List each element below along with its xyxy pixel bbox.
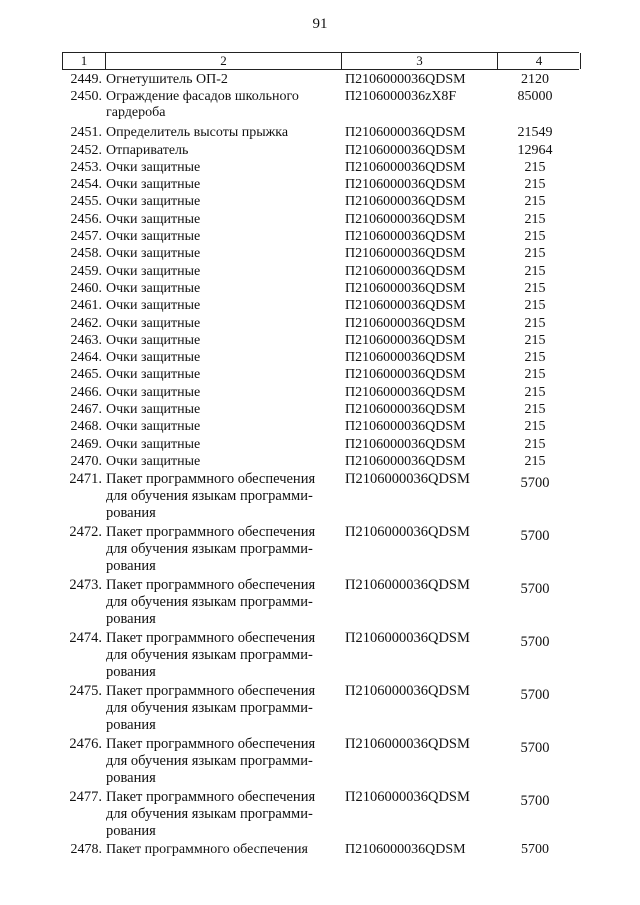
row-number: 2449. — [70, 72, 102, 87]
item-value: 215 — [524, 453, 546, 469]
item-code: П2106000036QDSM — [345, 263, 466, 279]
item-code: П2106000036QDSM — [345, 211, 466, 227]
item-code: П2106000036QDSM — [345, 367, 466, 383]
item-name: Отпариватель — [106, 142, 189, 158]
item-code: П2106000036QDSM — [345, 736, 470, 753]
item-value: 215 — [524, 332, 546, 348]
item-name: Пакет программного обеспечения для обучения языкам программи- рования — [106, 736, 316, 787]
item-code: П2106000036QDSM — [345, 402, 466, 418]
item-code: П2106000036QDSM — [345, 384, 466, 400]
item-name: Очки защитные — [106, 402, 201, 418]
row-number: 2466. — [70, 384, 102, 400]
row-number: 2474. — [69, 630, 102, 647]
item-code: П2106000036QDSM — [345, 332, 466, 348]
table-row — [62, 125, 579, 142]
item-value: 215 — [524, 402, 546, 418]
table-row — [62, 281, 579, 298]
table-row — [62, 630, 579, 683]
page-number: 91 — [312, 16, 328, 32]
row-number: 2452. — [70, 142, 102, 158]
table-row — [62, 789, 579, 842]
item-value: 215 — [524, 350, 546, 366]
item-value: 215 — [524, 315, 546, 331]
item-value: 215 — [524, 246, 546, 262]
item-code: П2106000036QDSM — [345, 630, 470, 647]
item-name: Очки защитные — [106, 332, 201, 348]
table-row — [62, 143, 579, 160]
row-number: 2458. — [70, 246, 102, 262]
item-value: 215 — [524, 194, 546, 210]
table-row — [62, 419, 579, 436]
item-code: П2106000036QDSM — [345, 842, 466, 858]
item-name: Пакет программного обеспечения для обучения языкам программи- рования — [106, 577, 316, 628]
table-row — [62, 524, 579, 577]
row-number: 2465. — [70, 367, 102, 383]
item-name: Очки защитные — [106, 263, 201, 279]
table-row — [62, 683, 579, 736]
item-name: Ограждение фасадов школьного гардероба — [106, 89, 299, 121]
item-name: Огнетушитель ОП-2 — [106, 72, 228, 87]
header-col-3: 3 — [342, 53, 498, 69]
item-value: 215 — [524, 367, 546, 383]
item-code: П2106000036QDSM — [345, 194, 466, 210]
row-number: 2467. — [70, 402, 102, 418]
item-name: Пакет программного обеспечения для обучения языкам программи- рования — [106, 471, 316, 522]
row-number: 2453. — [70, 159, 102, 175]
table-row — [62, 160, 579, 177]
table-row — [62, 177, 579, 194]
table-header — [62, 52, 579, 70]
item-code: П2106000036QDSM — [345, 419, 466, 435]
table-row — [62, 471, 579, 524]
item-name: Очки защитные — [106, 419, 201, 435]
row-number: 2462. — [70, 315, 102, 331]
row-number: 2478. — [70, 842, 102, 858]
item-value: 215 — [524, 436, 546, 452]
row-number: 2464. — [70, 350, 102, 366]
table-row — [62, 316, 579, 333]
row-number: 2472. — [69, 524, 102, 541]
table-row — [62, 246, 579, 263]
item-value: 215 — [524, 384, 546, 400]
item-name: Очки защитные — [106, 367, 201, 383]
item-value: 5700 — [520, 475, 550, 492]
item-code: П2106000036QDSM — [345, 72, 466, 87]
item-value: 215 — [524, 280, 546, 296]
row-number: 2468. — [70, 419, 102, 435]
item-value: 5700 — [520, 634, 550, 651]
row-number: 2455. — [70, 194, 102, 210]
row-number: 2459. — [70, 263, 102, 279]
row-number: 2457. — [70, 229, 102, 245]
table-row — [62, 264, 579, 281]
item-name: Очки защитные — [106, 350, 201, 366]
row-number: 2477. — [69, 789, 102, 806]
table-body — [62, 72, 579, 860]
item-value: 215 — [524, 263, 546, 279]
table-row — [62, 842, 579, 859]
item-value: 21549 — [517, 125, 553, 141]
item-code: П2106000036QDSM — [345, 177, 466, 193]
table-row — [62, 212, 579, 229]
item-value: 2120 — [521, 72, 549, 87]
row-number: 2471. — [69, 471, 102, 488]
item-value: 5700 — [520, 581, 550, 598]
table-row — [62, 437, 579, 454]
table-row — [62, 577, 579, 630]
table-row — [62, 736, 579, 789]
item-value: 215 — [524, 211, 546, 227]
item-name: Пакет программного обеспечения для обучения языкам программи- рования — [106, 630, 316, 681]
item-code: П2106000036QDSM — [345, 436, 466, 452]
row-number: 2476. — [69, 736, 102, 753]
item-name: Пакет программного обеспечения — [106, 842, 308, 858]
table-row — [62, 89, 579, 125]
item-value: 12964 — [517, 142, 553, 158]
table-row — [62, 350, 579, 367]
item-code: П2106000036QDSM — [345, 142, 466, 158]
item-name: Пакет программного обеспечения для обучения языкам программи- рования — [106, 789, 316, 840]
table-row — [62, 333, 579, 350]
row-number: 2460. — [70, 280, 102, 296]
row-number: 2456. — [70, 211, 102, 227]
item-name: Пакет программного обеспечения для обучения языкам программи- рования — [106, 524, 316, 575]
item-name: Очки защитные — [106, 298, 201, 314]
item-code: П2106000036QDSM — [345, 471, 470, 488]
table-row — [62, 402, 579, 419]
table-row — [62, 194, 579, 211]
item-code: П2106000036QDSM — [345, 683, 470, 700]
item-code: П2106000036QDSM — [345, 298, 466, 314]
item-code: П2106000036QDSM — [345, 524, 470, 541]
item-code: П2106000036QDSM — [345, 246, 466, 262]
item-code: П2106000036QDSM — [345, 159, 466, 175]
table-row — [62, 72, 579, 89]
item-code: П2106000036QDSM — [345, 789, 470, 806]
item-value: 5700 — [521, 842, 549, 858]
item-code: П2106000036QDSM — [345, 315, 466, 331]
header-col-2: 2 — [106, 53, 342, 69]
item-value: 5700 — [520, 740, 550, 757]
item-code: П2106000036QDSM — [345, 453, 466, 469]
header-col-4: 4 — [498, 53, 581, 69]
item-value: 85000 — [517, 89, 553, 105]
table-row — [62, 385, 579, 402]
item-name: Очки защитные — [106, 246, 201, 262]
item-name: Очки защитные — [106, 229, 201, 245]
document-table — [62, 52, 579, 860]
row-number: 2463. — [70, 332, 102, 348]
header-col-1: 1 — [62, 53, 106, 69]
row-number: 2454. — [70, 177, 102, 193]
item-name: Очки защитные — [106, 159, 201, 175]
row-number: 2451. — [70, 125, 102, 141]
row-number: 2450. — [70, 89, 102, 105]
item-value: 5700 — [520, 528, 550, 545]
row-number: 2469. — [70, 436, 102, 452]
item-code: П2106000036QDSM — [345, 577, 470, 594]
item-code: П2106000036QDSM — [345, 125, 466, 141]
item-name: Очки защитные — [106, 280, 201, 296]
item-name: Очки защитные — [106, 211, 201, 227]
item-value: 5700 — [520, 687, 550, 704]
item-value: 5700 — [520, 793, 550, 810]
item-code: П2106000036QDSM — [345, 350, 466, 366]
table-row — [62, 454, 579, 471]
item-value: 215 — [524, 419, 546, 435]
item-name: Пакет программного обеспечения для обучения языкам программи- рования — [106, 683, 316, 734]
item-name: Определитель высоты прыжка — [106, 125, 289, 141]
item-name: Очки защитные — [106, 194, 201, 210]
table-row — [62, 298, 579, 315]
item-value: 215 — [524, 159, 546, 175]
item-name: Очки защитные — [106, 315, 201, 331]
item-name: Очки защитные — [106, 177, 201, 193]
item-name: Очки защитные — [106, 436, 201, 452]
item-code: П2106000036zX8F — [345, 89, 457, 105]
table-row — [62, 229, 579, 246]
item-code: П2106000036QDSM — [345, 280, 466, 296]
row-number: 2473. — [69, 577, 102, 594]
item-value: 215 — [524, 229, 546, 245]
item-value: 215 — [524, 177, 546, 193]
item-code: П2106000036QDSM — [345, 229, 466, 245]
item-value: 215 — [524, 298, 546, 314]
item-name: Очки защитные — [106, 384, 201, 400]
row-number: 2470. — [70, 453, 102, 469]
row-number: 2461. — [70, 298, 102, 314]
table-row — [62, 367, 579, 384]
item-name: Очки защитные — [106, 453, 201, 469]
row-number: 2475. — [69, 683, 102, 700]
